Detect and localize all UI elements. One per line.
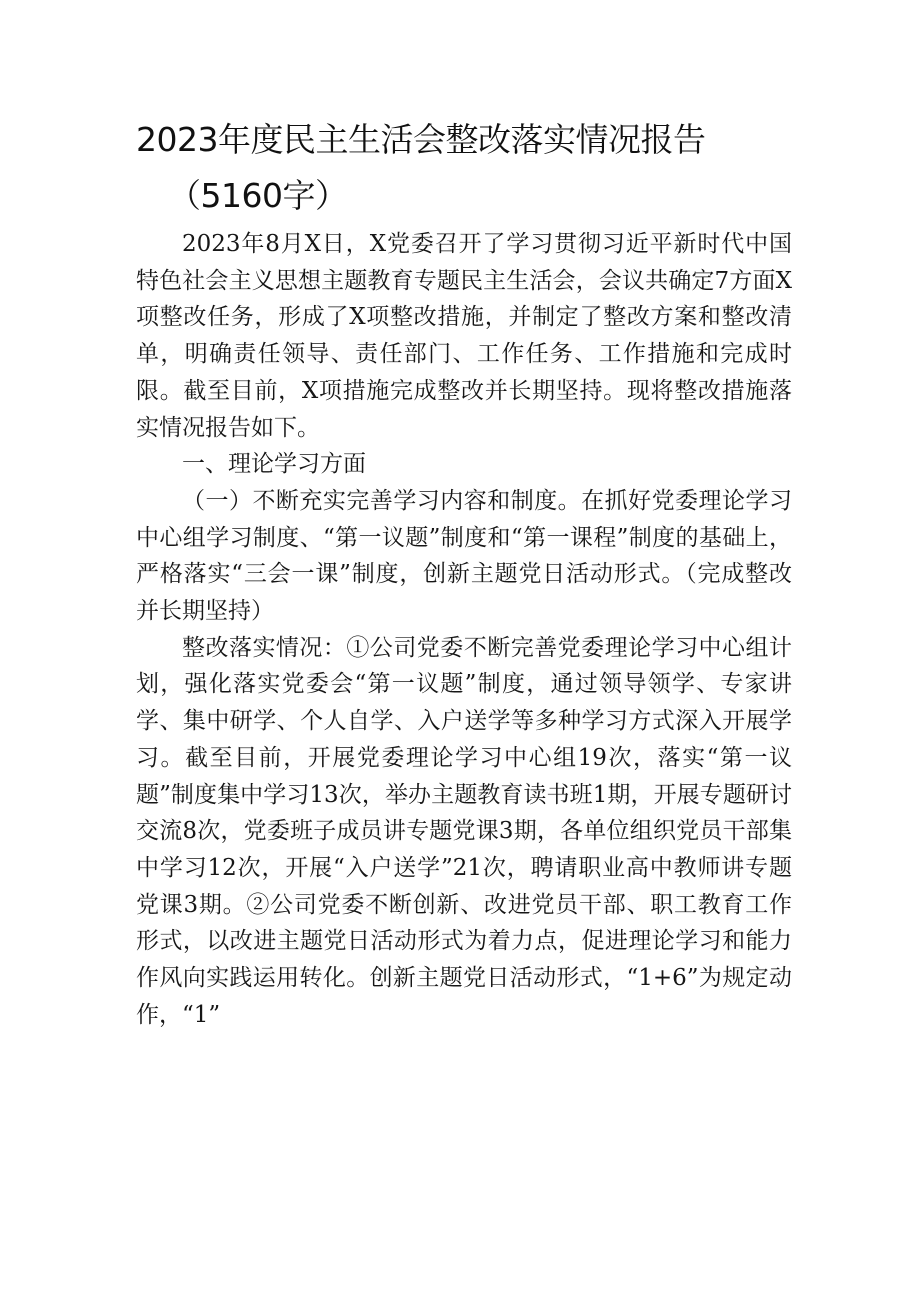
title-line-main: 2023年度民主生活会整改落实情况报告 bbox=[136, 120, 706, 159]
document-body bbox=[136, 226, 792, 1033]
paragraph-rectification-status: 整改落实情况：①公司党委不断完善党委理论学习中心组计划，强化落实党委会“第一议题”制度，通过领导领学、专家讲学、集中研学、个人自学、入户送学等多种学习方式深入开展学习。截至目前，开展党委理论学习中心组19次，落实“第一议题”制度集中学习13次，举办主题教育读书班1期，开展专题研讨交流8次，党委班子成员讲专题党课3期，各单位组织党员干部集中学习12次，开展“入户送学”21次，聘请职业高中教师讲专题党课3期。②公司党委不断创新、改进党员干部、职工教育工作形式，以改进主题党日活动形式为着力点，促进理论学习和能力作风向实践运用转化。创新主题党日活动形式，“1+6”为规定动作，“1” bbox=[136, 634, 792, 1028]
paragraph-intro: 2023年8月X日，X党委召开了学习贯彻习近平新时代中国特色社会主义思想主题教育专题民主生活会，会议共确定7方面X项整改任务，形成了X项整改措施，并制定了整改方案和整改清单，明确责任领导、责任部门、工作任务、工作措施和完成时限。截至目前，X项措施完成整改并长期坚持。现将整改措施落实情况报告如下。 bbox=[136, 231, 792, 441]
paragraph-item-1: （一）不断充实完善学习内容和制度。在抓好党委理论学习中心组学习制度、“第一议题”制度和“第一课程”制度的基础上，严格落实“三会一课”制度，创新主题党日活动形式。（完成整改并长期坚持） bbox=[136, 487, 792, 625]
title-word-count: （5160字） bbox=[168, 176, 348, 215]
section-heading-theory-study: 一、理论学习方面 bbox=[182, 451, 366, 478]
document-title bbox=[136, 112, 856, 224]
